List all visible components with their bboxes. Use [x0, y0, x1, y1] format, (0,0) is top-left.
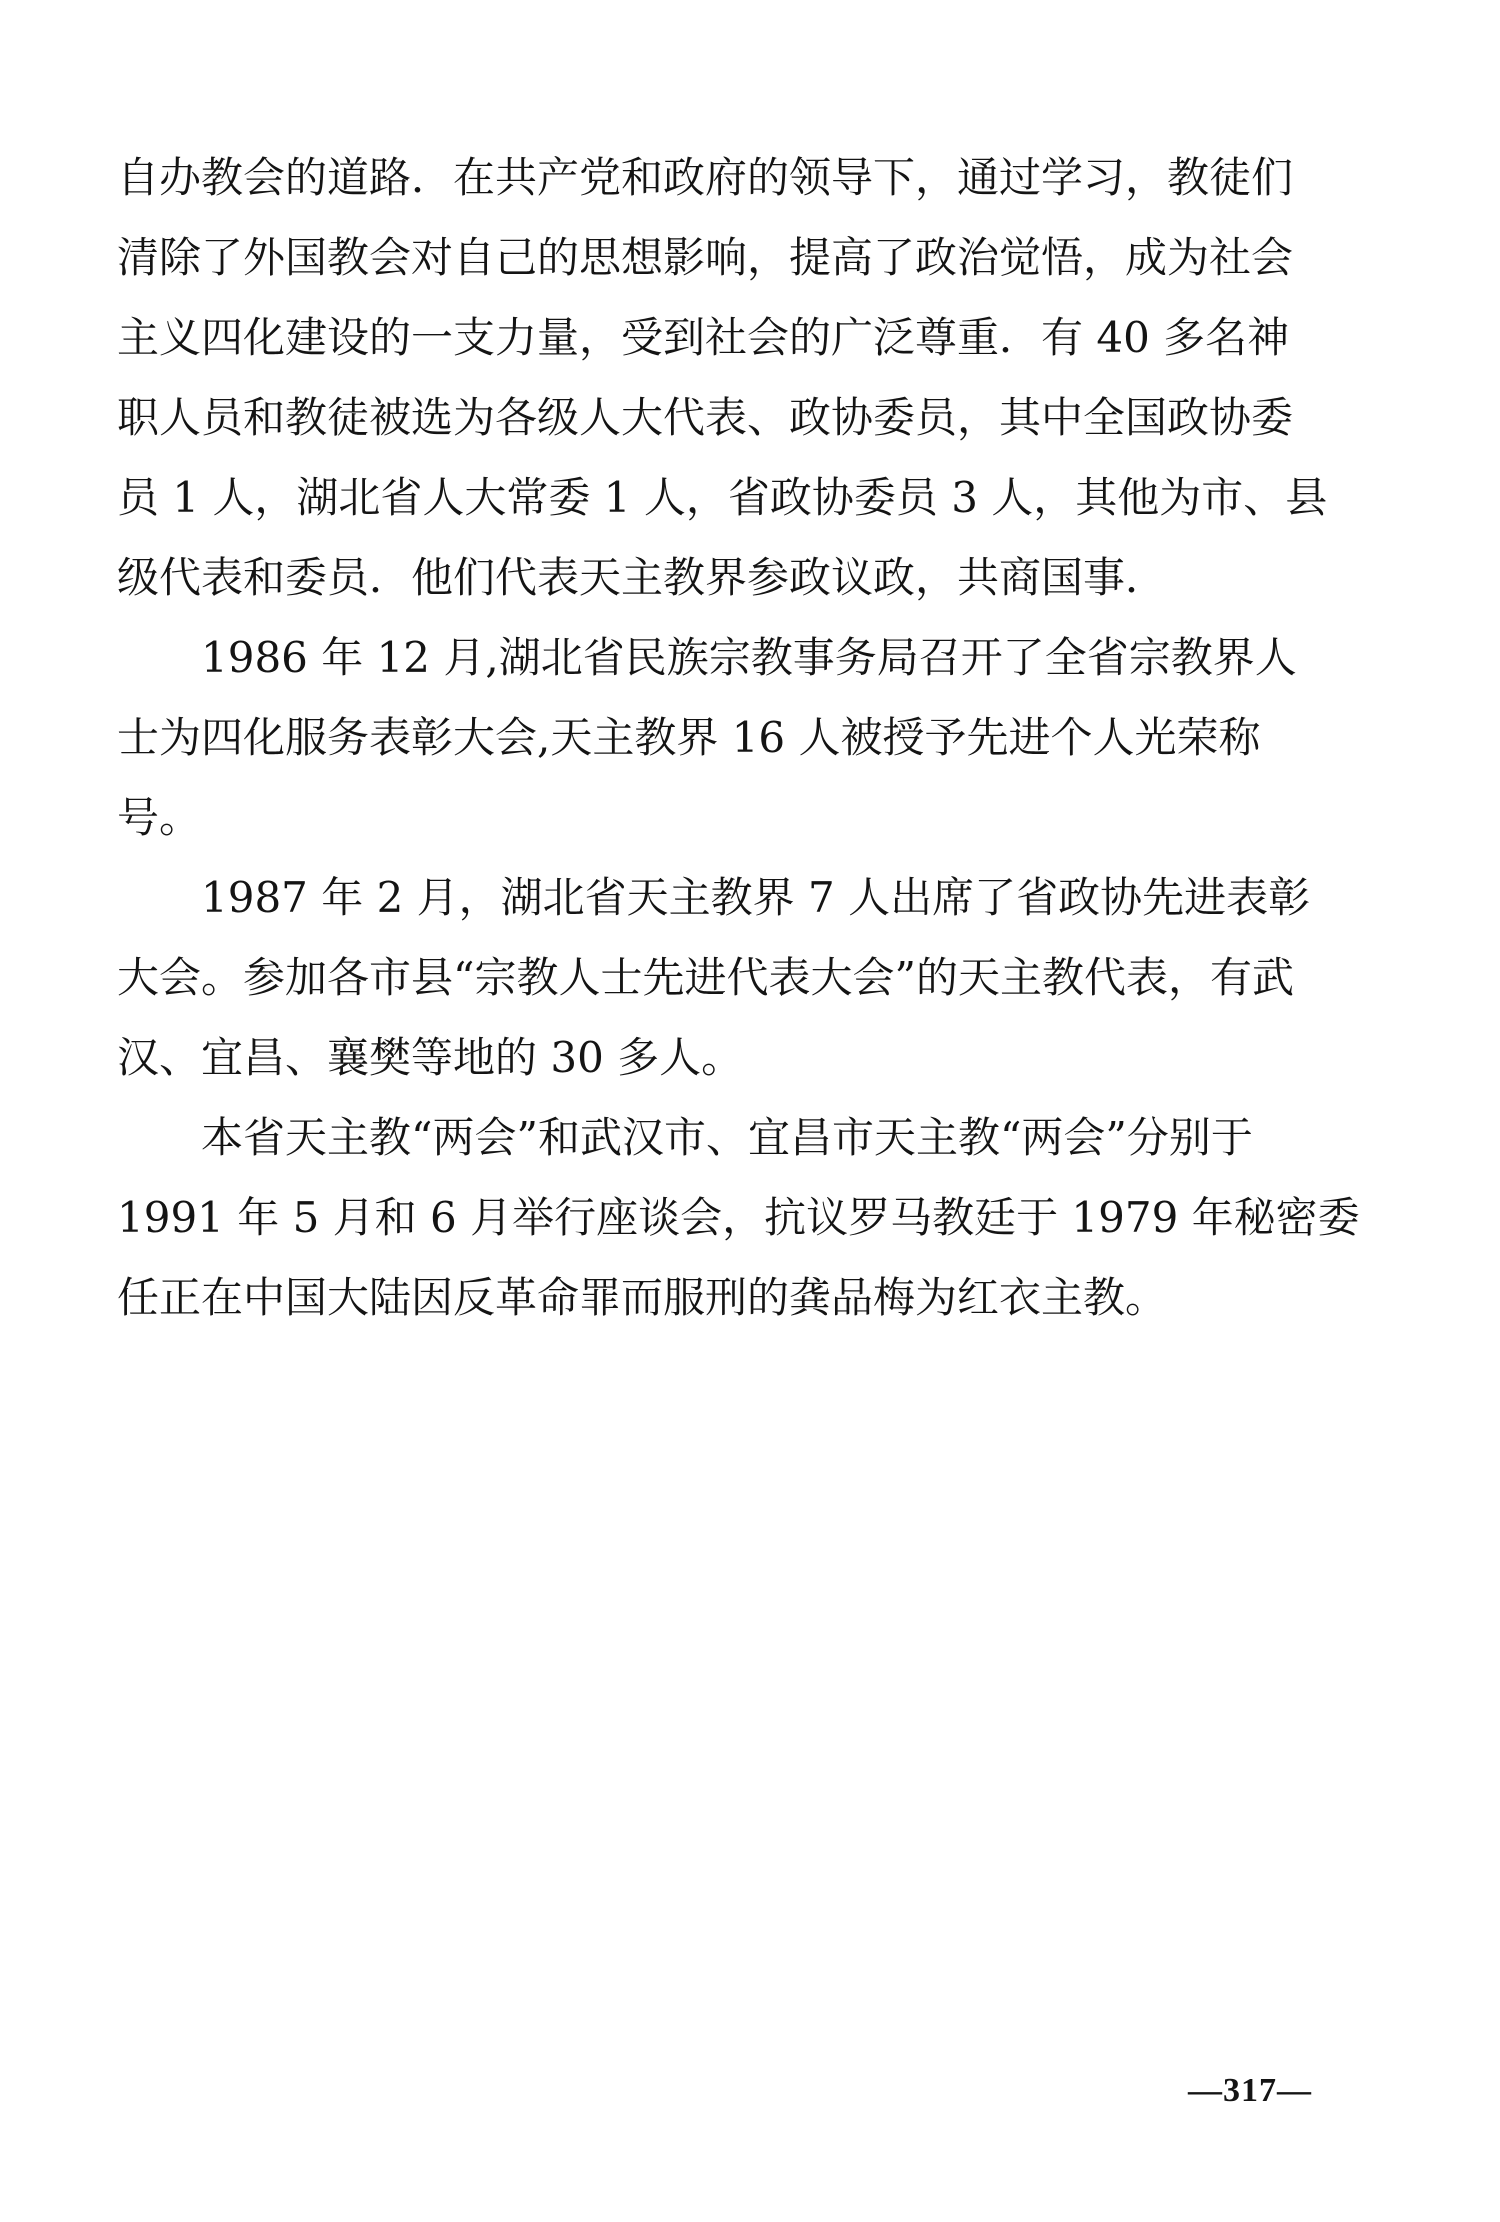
text-line: 士为四化服务表彰大会,天主教界 16 人被授予先进个人光荣称 — [117, 713, 1261, 762]
text-line: 本省天主教“两会”和武汉市、宜昌市天主教“两会”分别于 — [201, 1113, 1253, 1162]
text-line: 清除了外国教会对自己的思想影响，提高了政治觉悟，成为社会 — [117, 233, 1294, 282]
text-line: 1986 年 12 月,湖北省民族宗教事务局召开了全省宗教界人 — [201, 633, 1297, 682]
text-line: 主义四化建设的一支力量，受到社会的广泛尊重．有 40 多名神 — [117, 313, 1290, 362]
text-line: 号。 — [117, 793, 202, 842]
text-line: 职人员和教徒被选为各级人大代表、政协委员，其中全国政协委 — [117, 393, 1294, 442]
text-line: 任正在中国大陆因反革命罪而服刑的龚品梅为红衣主教。 — [117, 1273, 1168, 1322]
page-number: —317— — [1188, 2072, 1312, 2109]
text-line: 1991 年 5 月和 6 月举行座谈会，抗议罗马教廷于 1979 年秘密委 — [117, 1193, 1360, 1242]
text-line: 1987 年 2 月，湖北省天主教界 7 人出席了省政协先进表彰 — [201, 873, 1311, 922]
text-line: 大会。参加各市县“宗教人士先进代表大会”的天主教代表，有武 — [117, 953, 1294, 1002]
text-line: 员 1 人，湖北省人大常委 1 人，省政协委员 3 人，其他为市、县 — [117, 473, 1328, 522]
text-line: 汉、宜昌、襄樊等地的 30 多人。 — [117, 1033, 744, 1082]
text-line: 自办教会的道路．在共产党和政府的领导下，通过学习，教徒们 — [117, 153, 1294, 202]
text-line: 级代表和委员．他们代表天主教界参政议政，共商国事． — [117, 553, 1168, 602]
